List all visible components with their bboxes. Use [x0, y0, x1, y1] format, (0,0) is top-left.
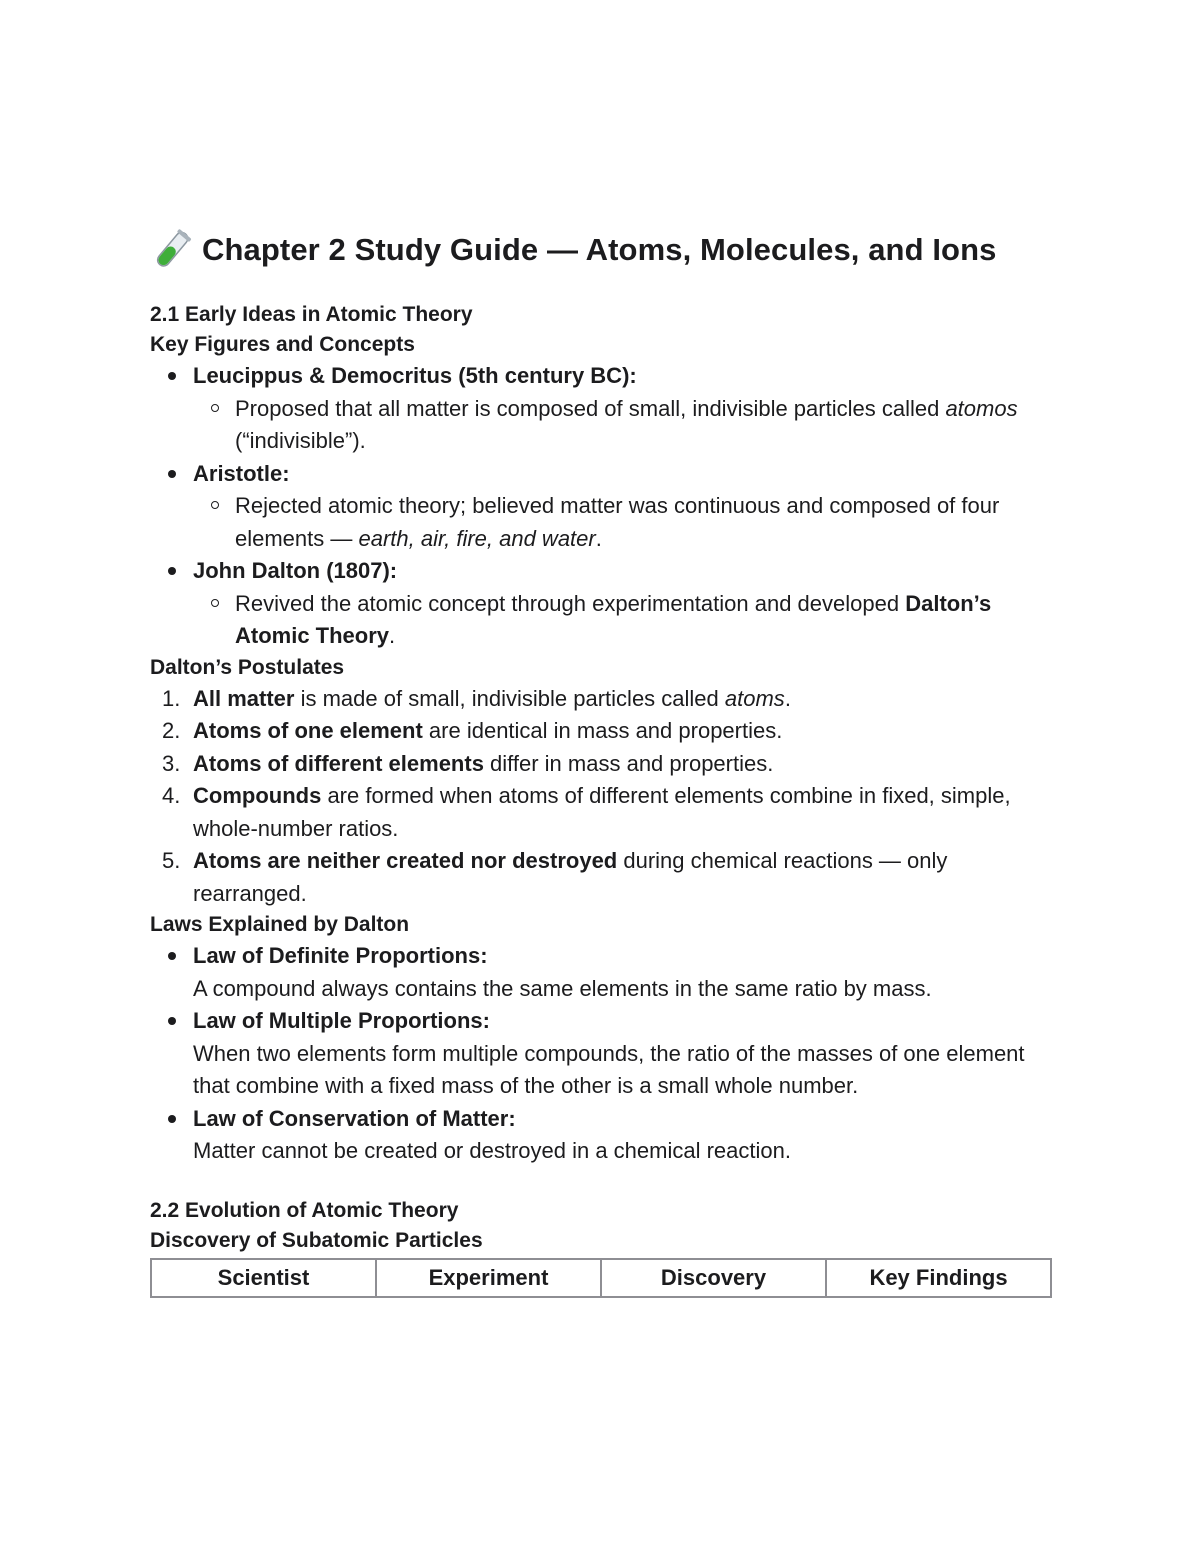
bullet-icon: [168, 1017, 176, 1025]
section-heading-2-2: 2.2 Evolution of Atomic Theory: [150, 1198, 459, 1222]
hollow-bullet-icon: [211, 501, 219, 509]
page-title-text: Chapter 2 Study Guide — Atoms, Molecules, and Ions: [202, 232, 997, 267]
section-heading-2-1: 2.1 Early Ideas in Atomic Theory: [150, 303, 473, 326]
list-item: Law of Conservation of Matter: Matter cannot be created or destroyed in a chemical reaction.: [150, 1103, 1054, 1168]
hollow-bullet-icon: [211, 404, 219, 412]
list-item: Revived the atomic concept through experimentation and developed Dalton’s Atomic Theory.: [193, 588, 1054, 653]
column-header: Scientist: [151, 1259, 376, 1297]
subatomic-particles-table: [150, 1258, 1052, 1298]
hollow-bullet-icon: [211, 599, 219, 607]
test-tube-icon: [150, 227, 194, 273]
list-item: 1. All matter is made of small, indivisible particles called atoms.: [162, 685, 791, 711]
column-header: Key Findings: [826, 1259, 1051, 1297]
list-item: Aristotle: Rejected atomic theory; believed matter was continuous and composed of four elements — earth, air, fire, and water.: [150, 458, 1054, 556]
list-item: Law of Definite Proportions: A compound always contains the same elements in the same ratio by mass.: [150, 940, 1054, 1005]
bullet-icon: [168, 567, 176, 575]
key-figures-list: [150, 360, 1054, 653]
subheading-laws: Laws Explained by Dalton: [150, 913, 410, 936]
bullet-icon: [168, 952, 176, 960]
bullet-icon: [168, 470, 176, 478]
subheading-subatomic: Discovery of Subatomic Particles: [150, 1228, 483, 1252]
column-header: Discovery: [601, 1259, 826, 1297]
subheading-daltons-postulates: Dalton’s Postulates: [150, 655, 345, 679]
list-item: Rejected atomic theory; believed matter was continuous and composed of four elements — earth, air, fire, and water.: [193, 490, 1054, 555]
list-item: Law of Multiple Proportions: When two elements form multiple compounds, the ratio of the masses of one element that combine with a fixed mass of the other is a small whole number.: [150, 1005, 1054, 1103]
column-header: Experiment: [376, 1259, 601, 1297]
bullet-icon: [168, 1115, 176, 1123]
list-item: 5. Atoms are neither created nor destroyed during chemical reactions — only rearranged.: [162, 848, 948, 906]
list-item: 3. Atoms of different elements differ in mass and properties.: [162, 750, 774, 776]
list-item: Proposed that all matter is composed of small, indivisible particles called atomos (“indivisible”).: [193, 393, 1054, 458]
table-header-row: [151, 1259, 1051, 1297]
list-item: Leucippus & Democritus (5th century BC): Proposed that all matter is composed of small, indivisible particles called atomos (“indivisible”).: [150, 360, 1054, 458]
postulates-list: [150, 683, 1054, 911]
subheading-key-figures: Key Figures and Concepts: [150, 333, 415, 356]
page-title: [150, 222, 1054, 278]
list-item: 4. Compounds are formed when atoms of different elements combine in fixed, simple, whole-number ratios.: [162, 783, 1011, 841]
document-page: [150, 222, 1054, 1298]
list-item: John Dalton (1807): Revived the atomic concept through experimentation and developed Dalton’s Atomic Theory.: [150, 555, 1054, 653]
laws-list: [150, 940, 1054, 1168]
bullet-icon: [168, 372, 176, 380]
list-item: 2. Atoms of one element are identical in mass and properties.: [162, 718, 783, 743]
